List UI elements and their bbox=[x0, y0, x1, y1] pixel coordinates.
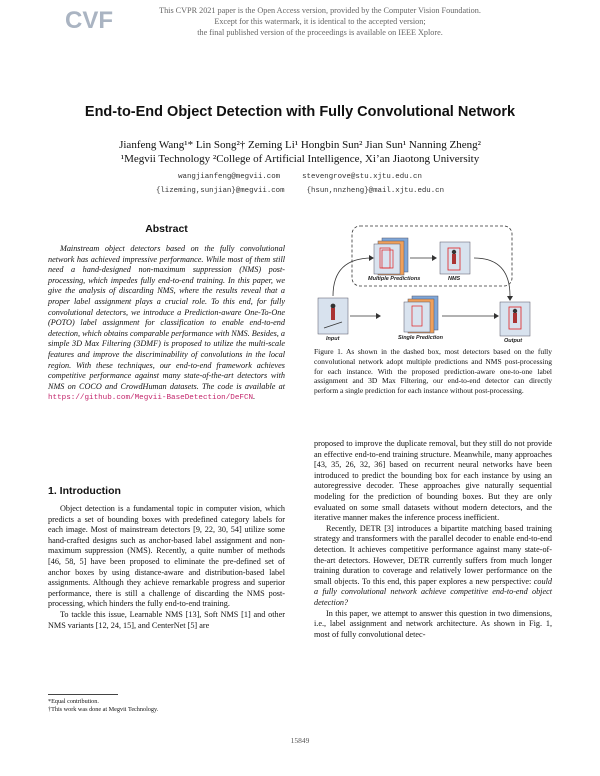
banner-line-3: the final published version of the proceedings is available on IEEE Xplore. bbox=[197, 28, 443, 37]
label-multiple-predictions: Multiple Predictions bbox=[368, 276, 421, 282]
intro-paragraph-1: Object detection is a fundamental topic in computer vision, which predicts a set of bounding boxes with predefined category labels for each image. Most of mainstream detectors [9, 22, 30, 54] utilize some hand-crafted designs such as anchor-based label assignment and non-maximum suppression (NMS). Recently, a quite number of methods [46, 58, 5] have been proposed to eliminate the pre-defined set of anchor boxes by using distance-aware and distribution-based label assignments. Although they achieve remarkable progress and superior performance, there is still a challenge of discarding the NMS post-processing, which hinders the fully end-to-end training. bbox=[48, 504, 285, 609]
paper-title: End-to-End Object Detection with Fully Convolutional Network bbox=[84, 104, 516, 120]
col2-paragraph-2-text: Recently, DETR [3] introduces a bipartite matching based training strategy and transformers with the parallel decoder to enable end-to-end detection. It achieves competitive performance against many state-of-the-art detectors. However, DETR currently suffers from much longer training duration to coverage and relatively lower performance on the small objects. To this end, this paper explores a new perspective: bbox=[314, 523, 552, 586]
footnote-equal-contribution: *Equal contribution. bbox=[48, 698, 99, 705]
footnote-rule bbox=[48, 694, 118, 695]
label-input: Input bbox=[326, 336, 340, 342]
single-pred-image-front bbox=[404, 302, 430, 332]
output-skier-head bbox=[513, 309, 517, 313]
label-output: Output bbox=[504, 338, 523, 344]
arrow-nms-to-output-head bbox=[507, 296, 513, 301]
figure-1 bbox=[314, 222, 554, 350]
intro-heading: 1. Introduction bbox=[48, 485, 121, 497]
cvf-logo-text: CVF bbox=[65, 7, 113, 32]
code-link[interactable]: https://github.com/Megvii-BaseDetection/DeFCN bbox=[48, 394, 254, 403]
input-skier-body bbox=[331, 308, 335, 320]
affiliations: ¹Megvii Technology ²College of Artificial Intelligence, Xi’an Jiaotong University bbox=[120, 153, 480, 165]
footnote-megvii: †This work was done at Megvii Technology. bbox=[48, 706, 159, 713]
label-single-prediction: Single Prediction bbox=[398, 335, 443, 341]
abstract-body bbox=[48, 244, 285, 404]
nms-skier-body bbox=[452, 254, 456, 264]
arrow-input-to-box bbox=[333, 258, 372, 296]
abstract-text-end: . bbox=[253, 392, 256, 402]
email-2: stevengrove@stu.xjtu.edu.cn bbox=[302, 173, 422, 181]
label-nms: NMS bbox=[448, 276, 461, 282]
intro-body bbox=[48, 504, 285, 631]
abstract-heading: Abstract bbox=[145, 223, 188, 235]
email-1: wangjianfeng@megvii.com bbox=[178, 173, 281, 181]
arrow-single-to-output-head bbox=[494, 313, 499, 319]
open-access-banner bbox=[150, 5, 490, 38]
col2-paragraph-2 bbox=[314, 524, 552, 609]
col2-paragraph-3: In this paper, we attempt to answer this question in two dimensions, i.e., label assignment and network architecture. As shown in Fig. 1, most of fully convolutional detec- bbox=[314, 608, 552, 639]
right-column-body bbox=[314, 439, 552, 640]
nms-skier-head bbox=[452, 250, 456, 254]
cvf-logo bbox=[63, 6, 119, 32]
abstract-text: Mainstream object detectors based on the fully convolutional network has achieved impressive performance. While most of them still need a hand-designed non-maximum suppression (NMS) post-processing, which impedes fully end-to-end training. In this paper, we give the analysis of discarding NMS, where the results reveal that a proper label assignment plays a crucial role. To this end, for fully convolutional detectors, we introduce a Prediction-aware One-To-One (POTO) label assignment for classification to enable end-to-end detection, which obtains comparable performance with NMS. Besides, a simple 3D Max Filtering (3DMF) is proposed to utilize the multi-scale features and improve the discriminability of convolutions in the local region. With these techniques, our end-to-end framework achieves competitive performance against many state-of-the-art detectors with NMS on COCO and CrowdHuman datasets. The code is available at bbox=[48, 244, 285, 391]
footnotes bbox=[48, 694, 285, 714]
banner-line-1: This CVPR 2021 paper is the Open Access version, provided by the Computer Vision Foundation. bbox=[159, 6, 481, 15]
multi-pred-image-front bbox=[374, 244, 400, 274]
col2-paragraph-1: proposed to improve the duplicate removal, but they still do not provide an effective end-to-end training structure. Meanwhile, many approaches [43, 35, 26, 32, 36] based on recurrent neural networks have been introduced to predict the bounding box for each instance by using an autoregressive decoder. These approaches give naturally sequential modeling for the prediction of bounding boxes. But they are only evaluated on some small datasets without modern detectors, and the iterative manner makes the inference process inefficient. bbox=[314, 439, 552, 523]
intro-paragraph-2: To tackle this issue, Learnable NMS [13], Soft NMS [1] and other NMS variants [12, 24, 15], and CenterNet [5] are bbox=[48, 609, 285, 630]
input-skier-head bbox=[331, 304, 336, 309]
email-3: {lizeming,sunjian}@megvii.com bbox=[155, 187, 285, 195]
email-4: {hsun,nnzheng}@mail.xjtu.edu.cn bbox=[306, 187, 445, 195]
output-skier-body bbox=[513, 313, 517, 323]
arrow-nms-to-output bbox=[474, 258, 510, 296]
page-number: 15849 bbox=[290, 736, 310, 745]
figure-1-caption: Figure 1. As shown in the dashed box, most detectors based on the fully convolutional network adopt multiple predictions and NMS post-processing for each instance. With the proposed prediction-aware one-to-one label assignment and 3D Max Filtering, our end-to-end detector can directly perform a single prediction for each instance without post-processing. bbox=[314, 347, 552, 396]
arrow-input-to-box-head bbox=[369, 255, 374, 261]
email-block bbox=[40, 170, 560, 198]
arrow-to-nms-head bbox=[432, 255, 437, 261]
arrow-input-to-single-head bbox=[376, 313, 381, 319]
figure-1-diagram bbox=[314, 222, 554, 350]
author-list: Jianfeng Wang¹* Lin Song²† Zeming Li¹ Hongbin Sun² Jian Sun¹ Nanning Zheng² bbox=[119, 139, 481, 151]
banner-line-2: Except for this watermark, it is identical to the accepted version; bbox=[214, 17, 426, 26]
research-question: could a fully convolutional network achieve competitive end-to-end object detection? bbox=[314, 576, 552, 607]
